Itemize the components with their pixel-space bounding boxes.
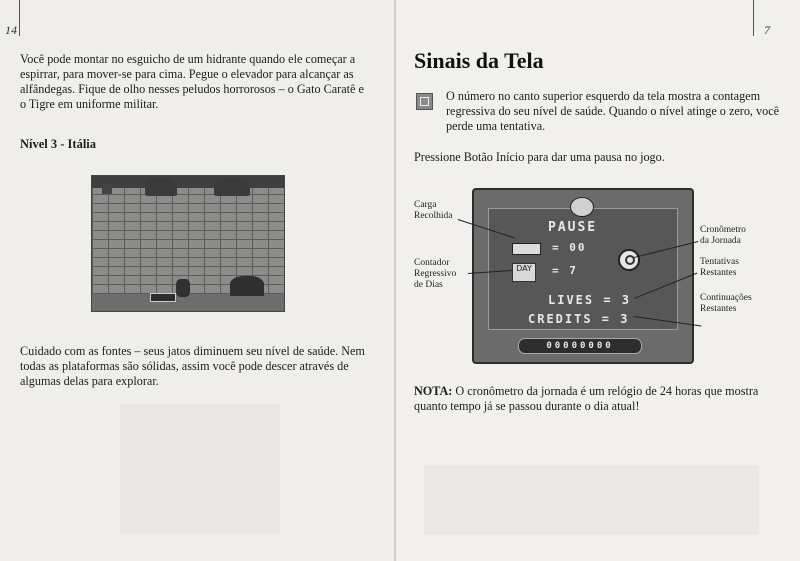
cargo-value: = 00	[552, 241, 587, 254]
bleed-through-area	[120, 404, 280, 534]
pause-label: PAUSE	[548, 220, 598, 235]
right-page	[396, 0, 800, 561]
page-title: Sinais da Tela	[414, 48, 544, 73]
lives-label: LIVES = 3	[548, 293, 632, 307]
score-counter: 00000000	[518, 338, 642, 354]
callout-timer: Cronômetro da Jornada	[700, 225, 746, 246]
note-text: O cronômetro da jornada é um relógio de 24 horas que mostra quanto tempo já se passou durante o dia atual!	[414, 384, 759, 413]
clock-icon	[618, 249, 640, 271]
crate-sprite	[150, 293, 176, 302]
left-page-rule	[19, 0, 20, 36]
right-page-number: 7	[764, 23, 770, 37]
pause-screen	[472, 188, 694, 364]
fountain-sprite	[230, 276, 264, 296]
italy-level-screenshot	[91, 175, 285, 312]
callout-credits: Continuações Restantes	[700, 293, 752, 314]
cargo-icon	[512, 243, 541, 255]
left-page-number: 14	[5, 23, 17, 37]
statue-right	[214, 178, 250, 196]
left-page	[0, 0, 396, 561]
note-paragraph	[414, 384, 759, 414]
medallion-icon	[570, 197, 594, 217]
left-caption-paragraph: Cuidado com as fontes – seus jatos diminuem seu nível de saúde. Nem todas as plataformas são sólidas, assim você pode descer através de algumas delas para explorar.	[20, 344, 365, 388]
note-label: NOTA:	[414, 384, 453, 398]
right-page-rule	[753, 0, 754, 36]
health-paragraph: O número no canto superior esquerdo da tela mostra a contagem regressiva do seu nível de saúde. Quando o nível atinge o zero, você perde uma tentativa.	[446, 89, 780, 133]
left-intro-paragraph: Você pode montar no esguicho de um hidrante quando ele começar a espirrar, para mover-se para cima. Pegue o elevador para alcançar as alfândegas. Fique de olho nesses peludos horrorosos – o Gato Caratê e o Tigre em uniforme militar.	[20, 52, 364, 111]
statue-left	[145, 178, 177, 196]
callout-counter: Contador Regressivo de Dias	[414, 258, 457, 290]
callout-cargo: Carga Recolhida	[414, 200, 453, 221]
day-icon: DAY	[512, 263, 536, 282]
days-value: = 7	[552, 264, 578, 277]
screenshot-floor	[92, 294, 284, 311]
screenshot-top-band	[92, 176, 284, 188]
pause-paragraph: Pressione Botão Início para dar uma pausa no jogo.	[414, 150, 665, 164]
health-icon	[416, 93, 433, 110]
player-sprite	[176, 279, 190, 297]
level-heading: Nível 3 - Itália	[20, 137, 97, 151]
callout-lives: Tentativas Restantes	[700, 257, 739, 278]
health-counter-sprite	[102, 184, 112, 194]
bleed-through-area	[424, 465, 759, 535]
credits-label: CREDITS = 3	[528, 312, 630, 326]
